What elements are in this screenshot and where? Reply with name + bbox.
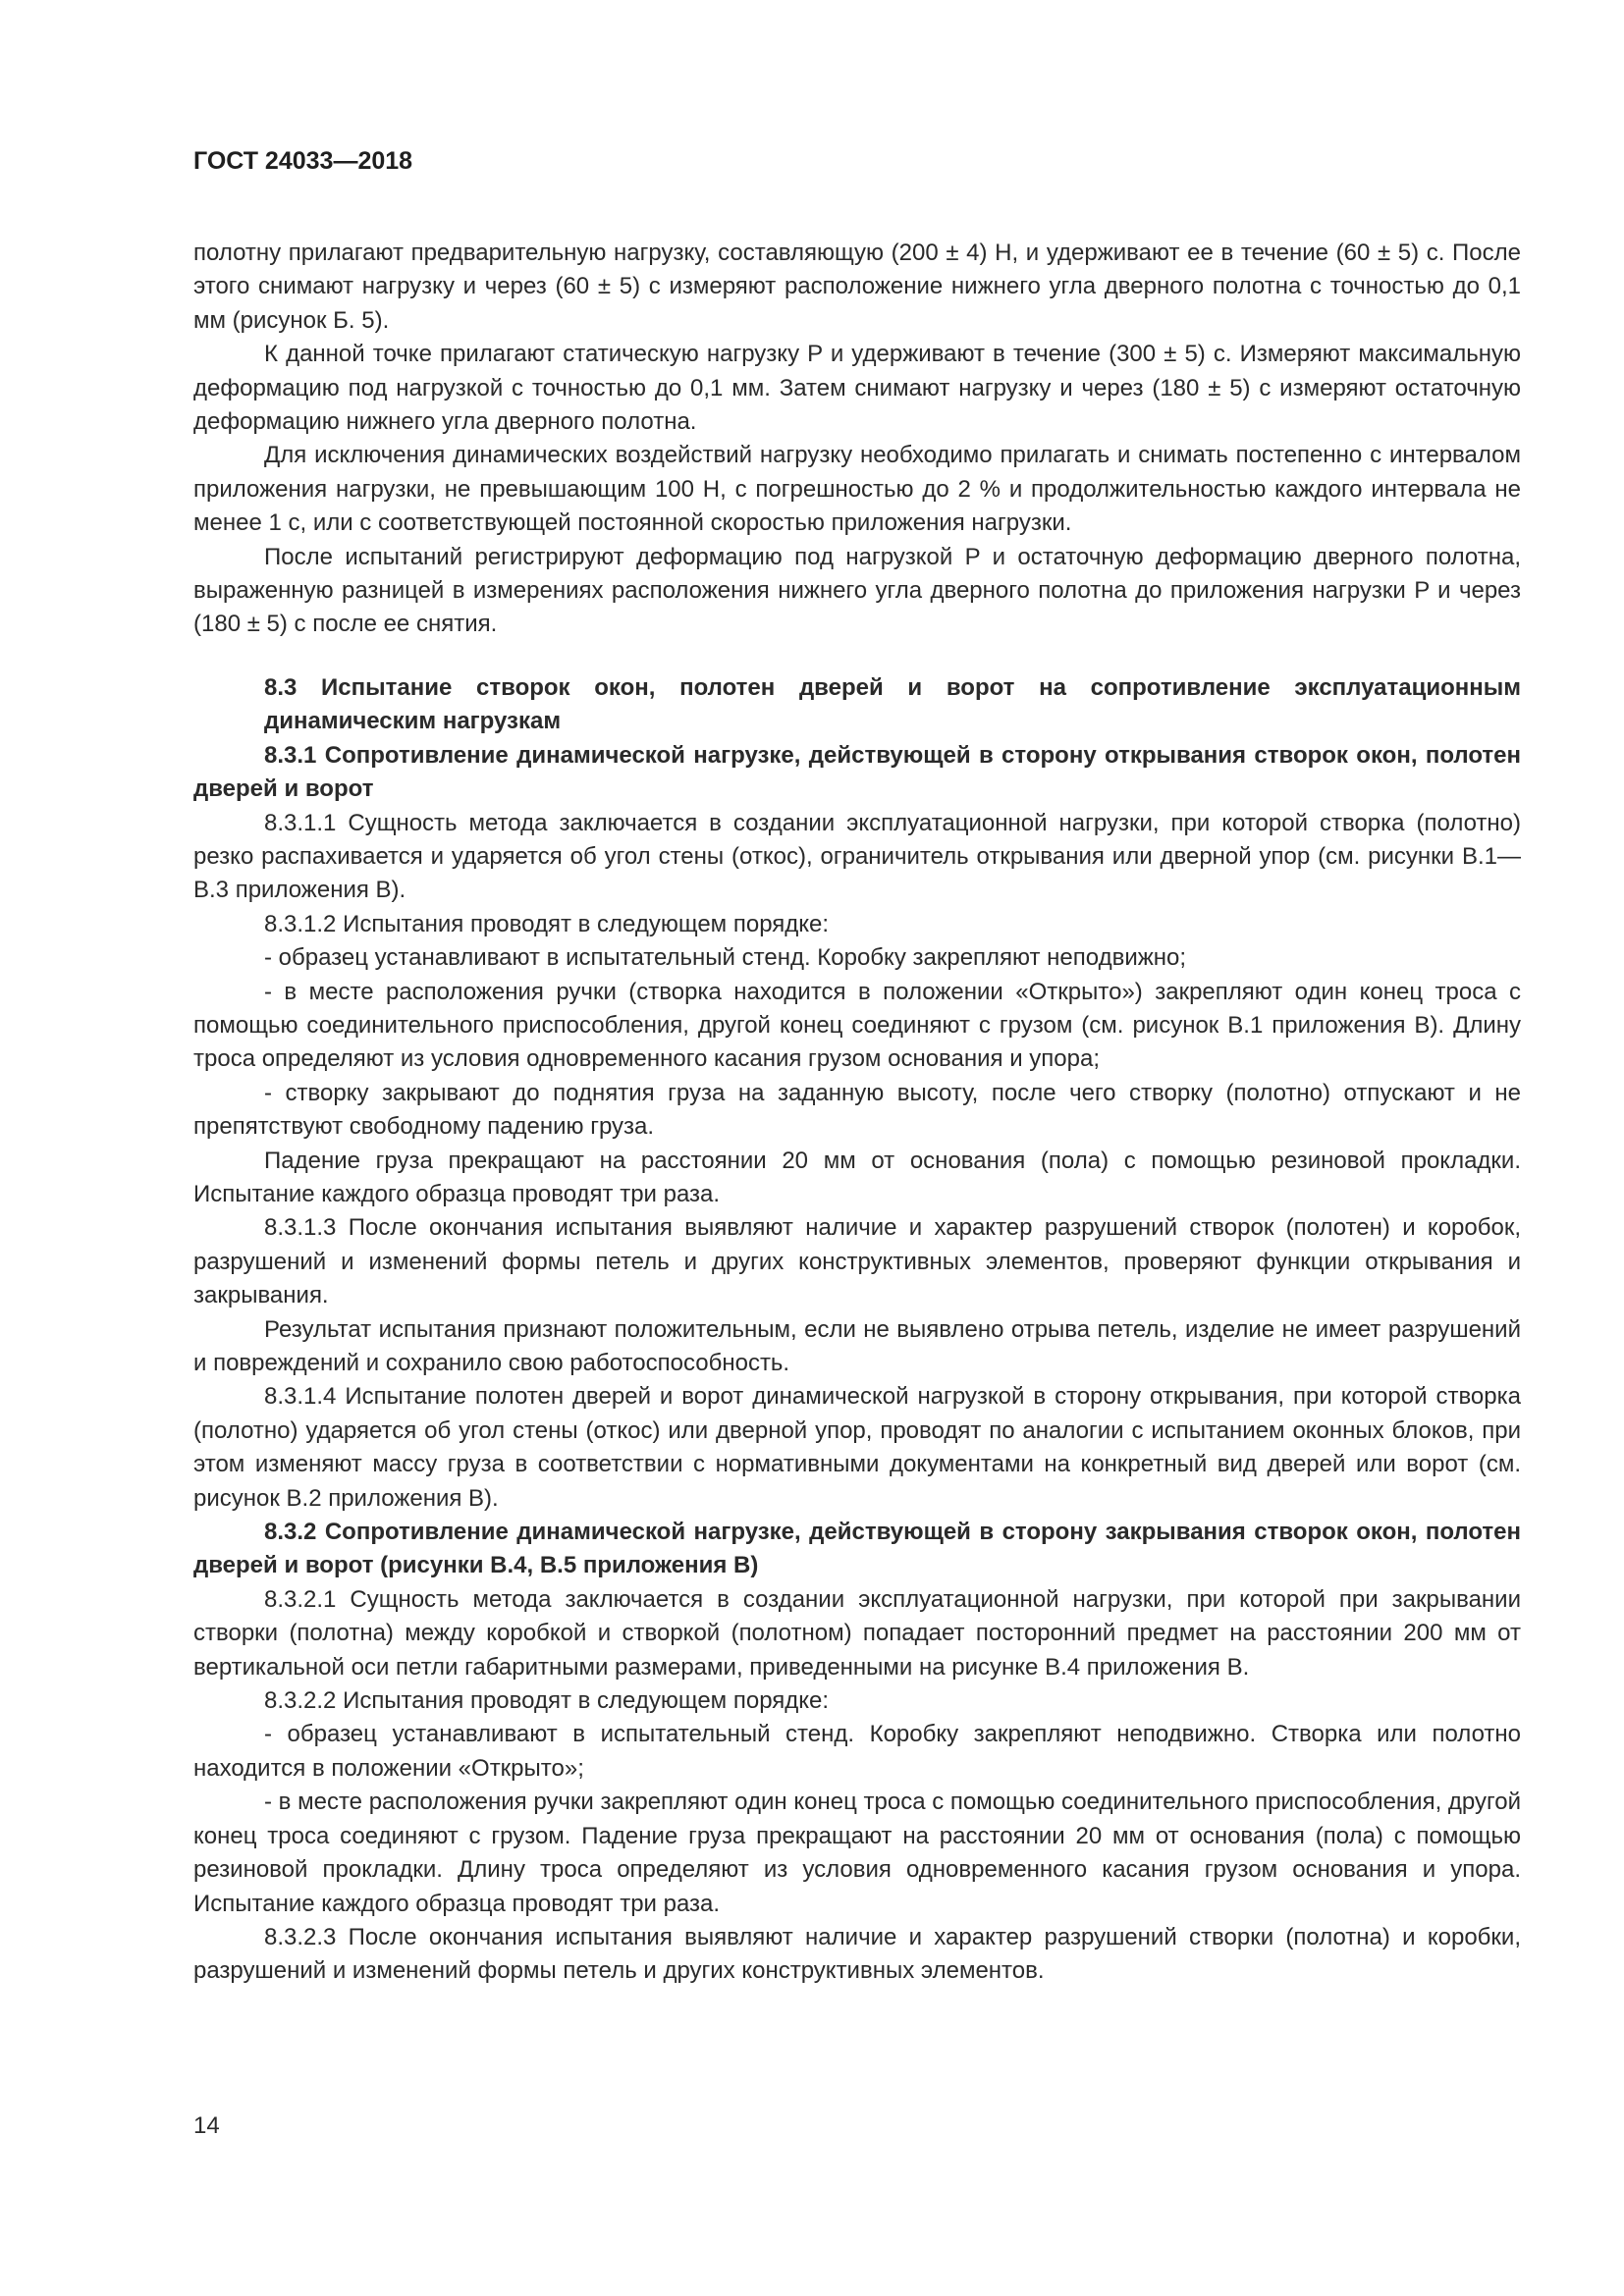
paragraph: 8.3.1.3 После окончания испытания выявляют наличие и характер разрушений створок (полотен) и коробок, разрушений и изменений формы петель и других конструктивных элементов, проверяют функции открывания и закрывания. — [193, 1214, 1521, 1309]
list-item: - створку закрывают до поднятия груза на заданную высоту, после чего створку (полотно) отпускают и не препятствуют свободному падению груза. — [193, 1079, 1521, 1141]
list-item: - в месте расположения ручки закрепляют один конец троса с помощью соединительного приспособления, другой конец троса соединяют с грузом. Падение груза прекращают на расстоянии 20 мм от основания (пола) с помощью резиновой прокладки. Длину троса определяют из условия одновременного касания грузом основания и упора. Испытание каждого образца проводят три раза. — [193, 1789, 1521, 1917]
document-header: ГОСТ 24033—2018 — [193, 147, 413, 175]
subsection-heading-8-3-2: 8.3.2 Сопротивление динамической нагрузке, действующей в сторону закрывания створок окон, полотен дверей и ворот (рисунки В.4, В.5 приложения В) — [193, 1519, 1521, 1579]
section-heading-8-3: 8.3 Испытание створок окон, полотен дверей и ворот на сопротивление эксплуатационным динамическим нагрузкам — [264, 673, 1521, 735]
paragraph: полотну прилагают предварительную нагрузку, составляющую (200 ± 4) Н, и удерживают ее в течение (60 ± 5) с. После этого снимают нагрузку и через (60 ± 5) с измеряют расположение нижнего угла дверного полотна с точностью до 0,1 мм (рисунок Б. 5). — [193, 240, 1521, 334]
paragraph: 8.3.1.2 Испытания проводят в следующем порядке: — [264, 910, 830, 937]
document-body — [193, 237, 1521, 1989]
list-item: - образец устанавливают в испытательный стенд. Коробку закрепляют неподвижно. Створка или полотно находится в положении «Открыто»; — [193, 1721, 1521, 1782]
paragraph: Падение груза прекращают на расстоянии 20 мм от основания (пола) с помощью резиновой прокладки. Испытание каждого образца проводят три раза. — [193, 1147, 1521, 1207]
paragraph: 8.3.2.3 После окончания испытания выявляют наличие и характер разрушений створки (полотна) и коробки, разрушений и изменений формы петель и других конструктивных элементов. — [193, 1923, 1521, 1985]
paragraph: Результат испытания признают положительным, если не выявлено отрыва петель, изделие не имеет разрушений и повреждений и сохранило свою работоспособность. — [193, 1315, 1521, 1376]
list-item: - образец устанавливают в испытательный стенд. Коробку закрепляют неподвижно; — [264, 944, 1187, 972]
paragraph: 8.3.2.1 Сущность метода заключается в создании эксплуатационной нагрузки, при которой при закрывании створки (полотна) между коробкой и створкой (полотном) попадает посторонний предмет на расстоянии 200 мм от вертикальной оси петли габаритными размерами, приведенными на рисунке В.4 приложения В. — [193, 1585, 1521, 1681]
page-number: 14 — [193, 2112, 220, 2139]
paragraph: 8.3.2.2 Испытания проводят в следующем порядке: — [264, 1687, 830, 1715]
paragraph: К данной точке прилагают статическую нагрузку P и удерживают в течение (300 ± 5) с. Измеряют максимальную деформацию под нагрузкой с точностью до 0,1 мм. Затем снимают нагрузку и через (180 ± 5) с измеряют остаточную деформацию нижнего угла дверного полотна. — [193, 341, 1521, 436]
paragraph: Для исключения динамических воздействий нагрузку необходимо прилагать и снимать постепенно с интервалом приложения нагрузки, не превышающим 100 Н, с погрешностью до 2 % и продолжительностью каждого интервала не менее 1 с, или с соответствующей постоянной скоростью приложения нагрузки. — [193, 442, 1521, 537]
paragraph: 8.3.1.1 Сущность метода заключается в создании эксплуатационной нагрузки, при которой створка (полотно) резко распахивается и ударяется об угол стены (откос), ограничитель открывания или дверной упор (см. рисунки В.1—В.3 приложения В). — [193, 809, 1521, 904]
paragraph: После испытаний регистрируют деформацию под нагрузкой P и остаточную деформацию дверного полотна, выраженную разницей в измерениях расположения нижнего угла дверного полотна до приложения нагрузки P и через (180 ± 5) с после ее снятия. — [193, 543, 1521, 638]
subsection-heading-8-3-1: 8.3.1 Сопротивление динамической нагрузке, действующей в сторону открывания створок окон, полотен дверей и ворот — [193, 741, 1521, 803]
paragraph: 8.3.1.4 Испытание полотен дверей и ворот динамической нагрузкой в сторону открывания, при которой створка (полотно) ударяется об угол стены (откос) или дверной упор, проводят по аналогии с испытанием оконных блоков, при этом изменяют массу груза в соответствии с нормативными документами на конкретный вид дверей или ворот (см. рисунок В.2 приложения В). — [193, 1383, 1521, 1512]
list-item: - в месте расположения ручки (створка находится в положении «Открыто») закрепляют один конец троса с помощью соединительного приспособления, другой конец соединяют с грузом (см. рисунок В.1 приложения В). Длину троса определяют из условия одновременного касания грузом основания и упора; — [193, 978, 1521, 1073]
